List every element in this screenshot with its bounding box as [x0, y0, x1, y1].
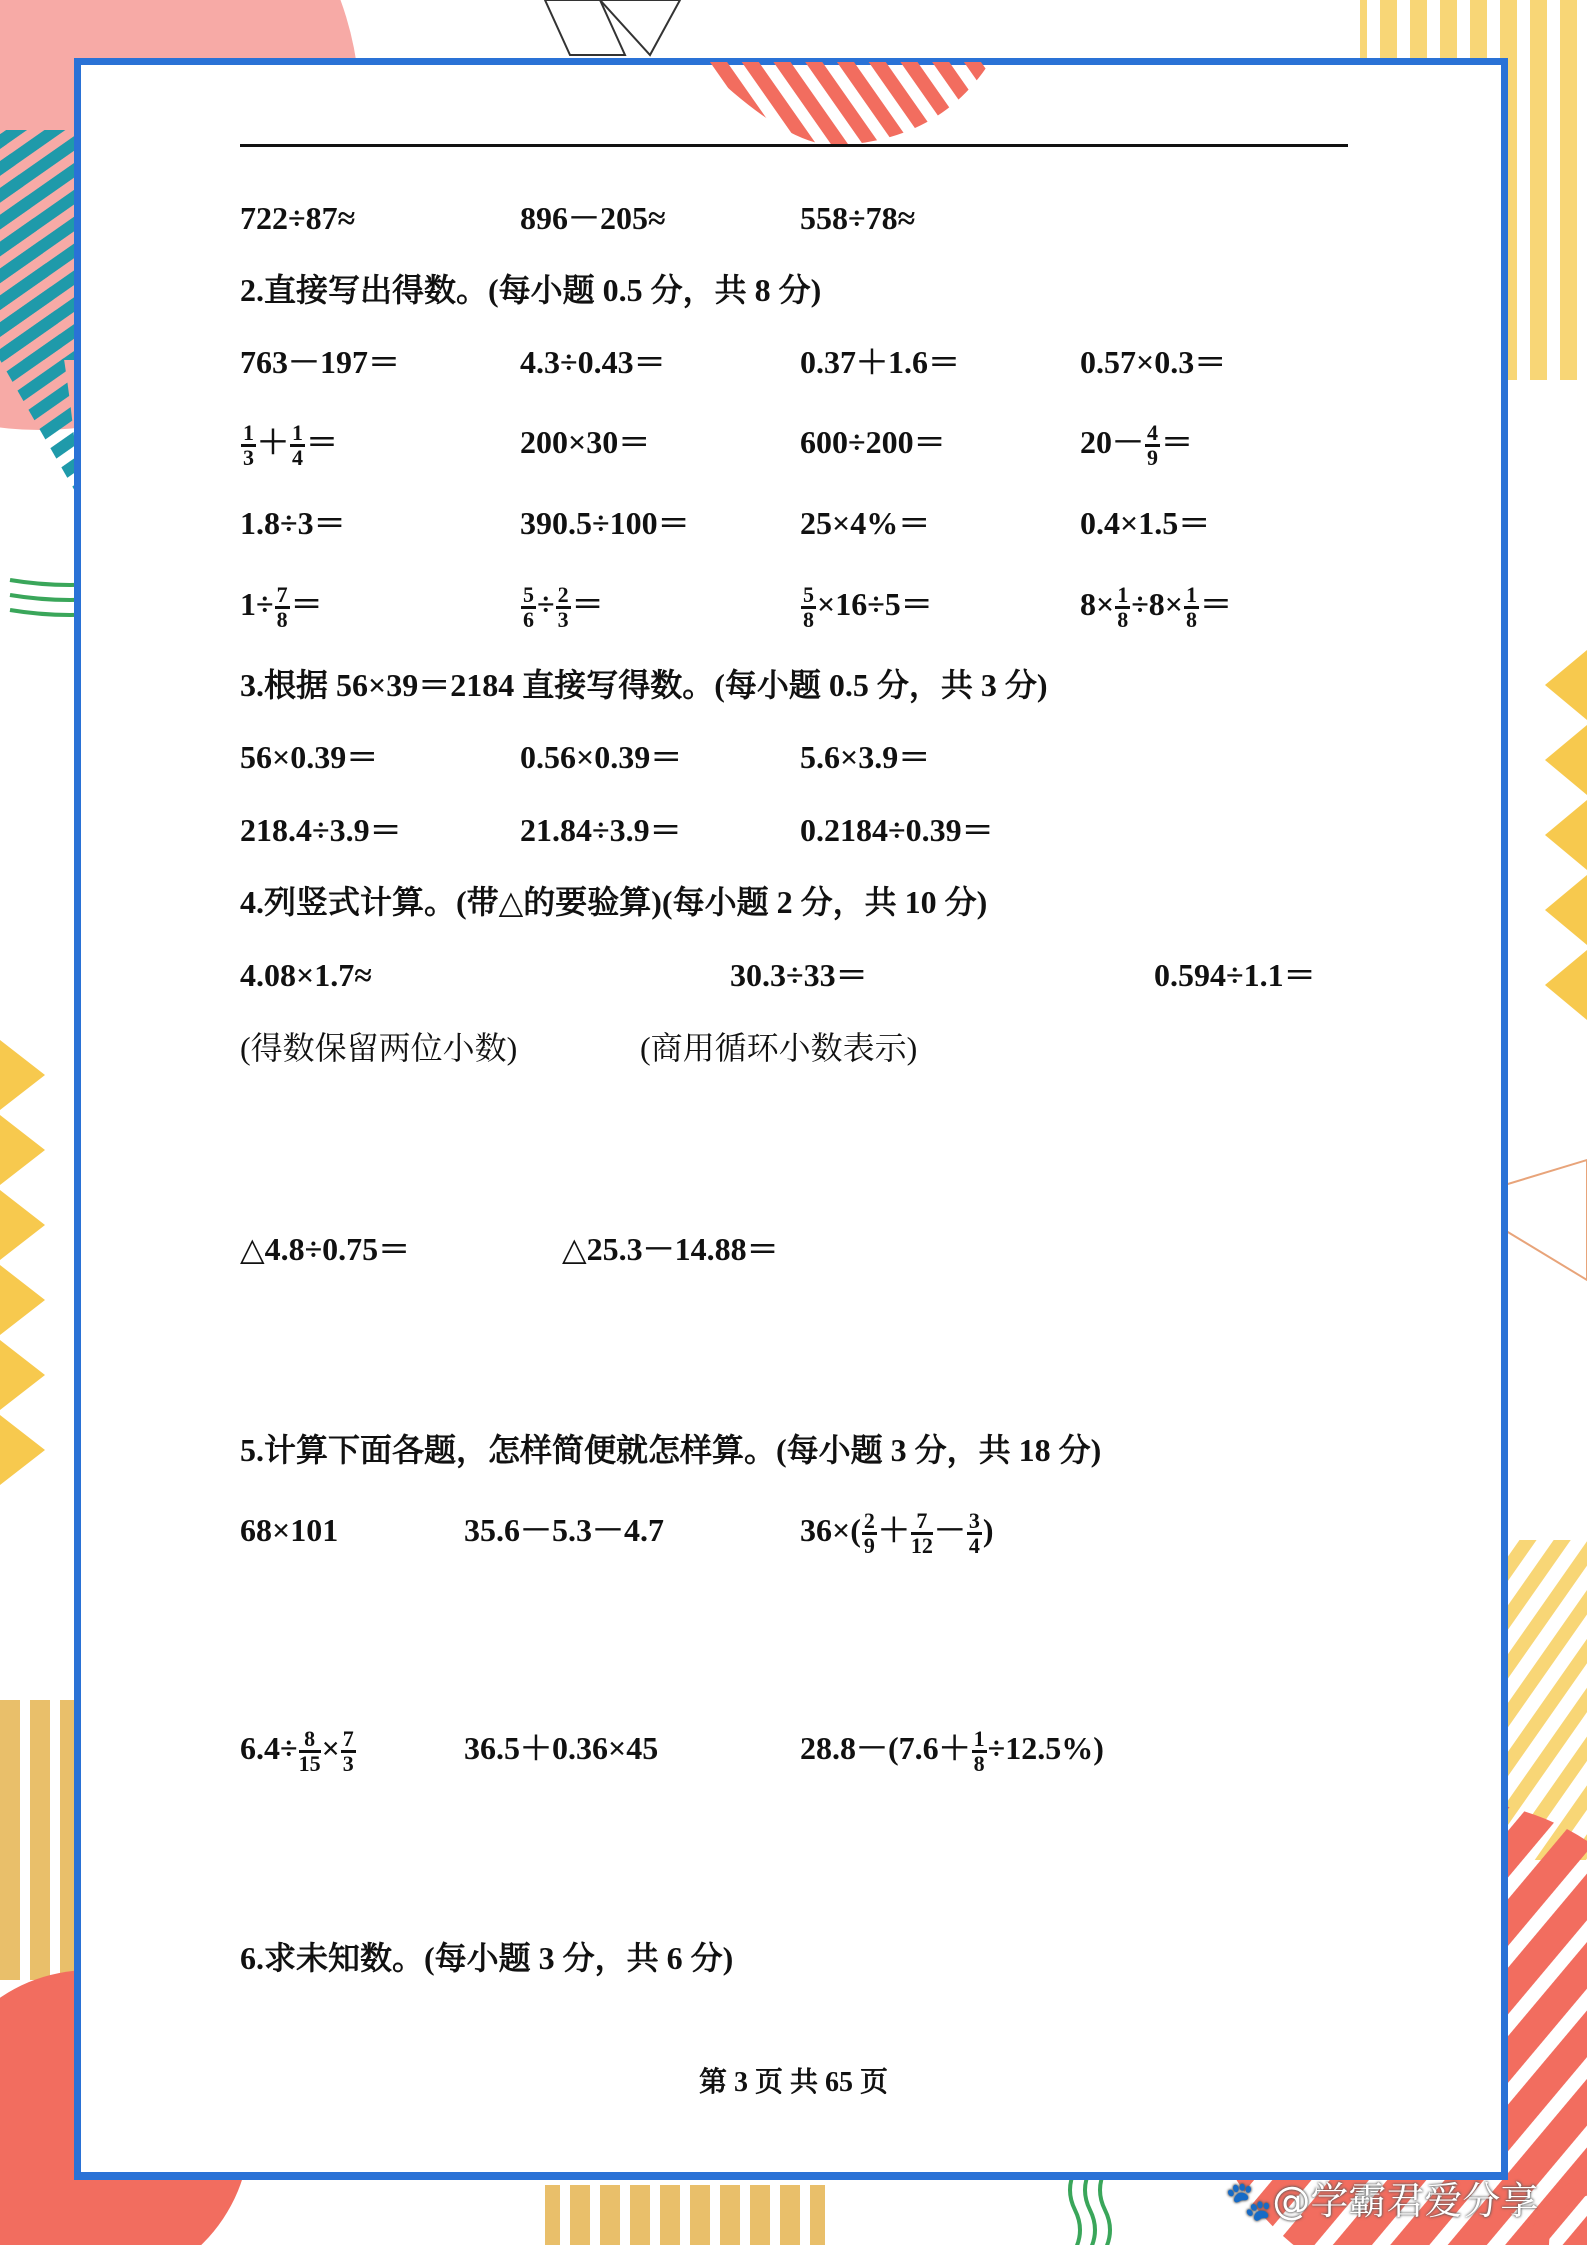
- problem: 0.37＋1.6＝: [800, 344, 961, 380]
- section6-heading: 6.求未知数。(每小题 3 分，共 6 分): [240, 1940, 734, 1976]
- problem: 25×4%＝: [800, 505, 931, 541]
- problem: 0.2184÷0.39＝: [800, 812, 994, 848]
- problem: 558÷78≈: [800, 200, 916, 236]
- problem: 8× $\frac{1}{8}$ ÷8× $\frac{1}{8}$ ＝: [1080, 582, 1233, 633]
- note: (商用循环小数表示): [640, 1030, 918, 1066]
- section4-heading: 4.列竖式计算。(带△的要验算)(每小题 2 分，共 10 分): [240, 884, 988, 920]
- fraction: $\frac{2}{9}$: [863, 1508, 875, 1559]
- problem: 36×( $\frac{2}{9}$ ＋ $\frac{7}{12}$ － $\frac{3}{4}$ ): [800, 1508, 994, 1559]
- problem: 1.8÷3＝: [240, 505, 346, 541]
- problem: 0.4×1.5＝: [1080, 505, 1211, 541]
- problem: △4.8÷0.75＝: [240, 1231, 411, 1267]
- problem: 218.4÷3.9＝: [240, 812, 402, 848]
- watermark: 🐾@学霸君爱分享: [1225, 2179, 1539, 2223]
- fraction: $\frac{3}{4}$: [968, 1508, 980, 1559]
- fraction: $\frac{7}{8}$: [276, 582, 288, 633]
- fraction: $\frac{1}{8}$: [1186, 582, 1198, 633]
- section5-heading: 5.计算下面各题，怎样简便就怎样算。(每小题 3 分，共 18 分): [240, 1432, 1102, 1468]
- section3-heading: 3.根据 56×39＝2184 直接写得数。(每小题 0.5 分，共 3 分): [240, 667, 1048, 703]
- problem: $\frac{5}{8}$ ×16÷5＝: [803, 582, 933, 633]
- problem: 0.56×0.39＝: [520, 739, 683, 775]
- fraction: $\frac{7}{3}$: [342, 1726, 354, 1777]
- problem: 5.6×3.9＝: [800, 739, 931, 775]
- problem: 56×0.39＝: [240, 739, 379, 775]
- problem: 200×30＝: [520, 424, 651, 460]
- problem: 0.57×0.3＝: [1080, 344, 1227, 380]
- fraction: $\frac{4}{9}$: [1147, 420, 1159, 471]
- problem: $\frac{5}{6}$ ÷ $\frac{2}{3}$ ＝: [523, 582, 604, 633]
- page-number: 第 3 页 共 65 页: [698, 2067, 888, 2098]
- fraction: $\frac{7}{12}$: [910, 1508, 933, 1559]
- problem: 4.3÷0.43＝: [520, 344, 666, 380]
- frame-top-stripe-decoration: [0, 0, 1587, 200]
- fraction: $\frac{1}{4}$: [292, 420, 304, 471]
- fraction: $\frac{2}{3}$: [557, 582, 569, 633]
- problem: 722÷87≈: [240, 200, 356, 236]
- problem: 6.4÷ $\frac{8}{15}$ × $\frac{7}{3}$: [240, 1726, 354, 1777]
- problem: 1÷ $\frac{7}{8}$ ＝: [240, 582, 323, 633]
- problem: 0.594÷1.1＝: [1154, 957, 1316, 993]
- problem: 30.3÷33＝: [730, 957, 868, 993]
- problem: 28.8－(7.6＋ $\frac{1}{8}$ ÷12.5%): [800, 1726, 1104, 1777]
- problem: 390.5÷100＝: [520, 505, 690, 541]
- fraction: $\frac{1}{3}$: [243, 420, 254, 471]
- problem: △25.3－14.88＝: [562, 1231, 779, 1267]
- problem: 763－197＝: [240, 344, 401, 380]
- problem: $\frac{1}{3}$ ＋ $\frac{1}{4}$ ＝: [243, 420, 339, 471]
- problem: 36.5＋0.36×45: [464, 1730, 659, 1766]
- problem: 600÷200＝: [800, 424, 946, 460]
- fraction: $\frac{5}{8}$: [803, 582, 814, 633]
- problem: 4.08×1.7≈: [240, 957, 372, 993]
- problem: 896－205≈: [520, 200, 666, 236]
- problem: 20－ $\frac{4}{9}$ ＝: [1080, 420, 1194, 471]
- fraction: $\frac{1}{8}$: [973, 1726, 985, 1777]
- fraction: $\frac{5}{6}$: [523, 582, 534, 633]
- problem: 21.84÷3.9＝: [520, 812, 682, 848]
- problem: 68×101: [240, 1512, 339, 1548]
- fraction: $\frac{1}{8}$: [1117, 582, 1129, 633]
- fraction: $\frac{8}{15}$: [298, 1726, 321, 1777]
- note: (得数保留两位小数): [240, 1030, 518, 1066]
- header-rule: [240, 144, 1348, 147]
- problem: 35.6－5.3－4.7: [464, 1512, 665, 1548]
- section2-heading: 2.直接写出得数。(每小题 0.5 分，共 8 分): [240, 272, 822, 308]
